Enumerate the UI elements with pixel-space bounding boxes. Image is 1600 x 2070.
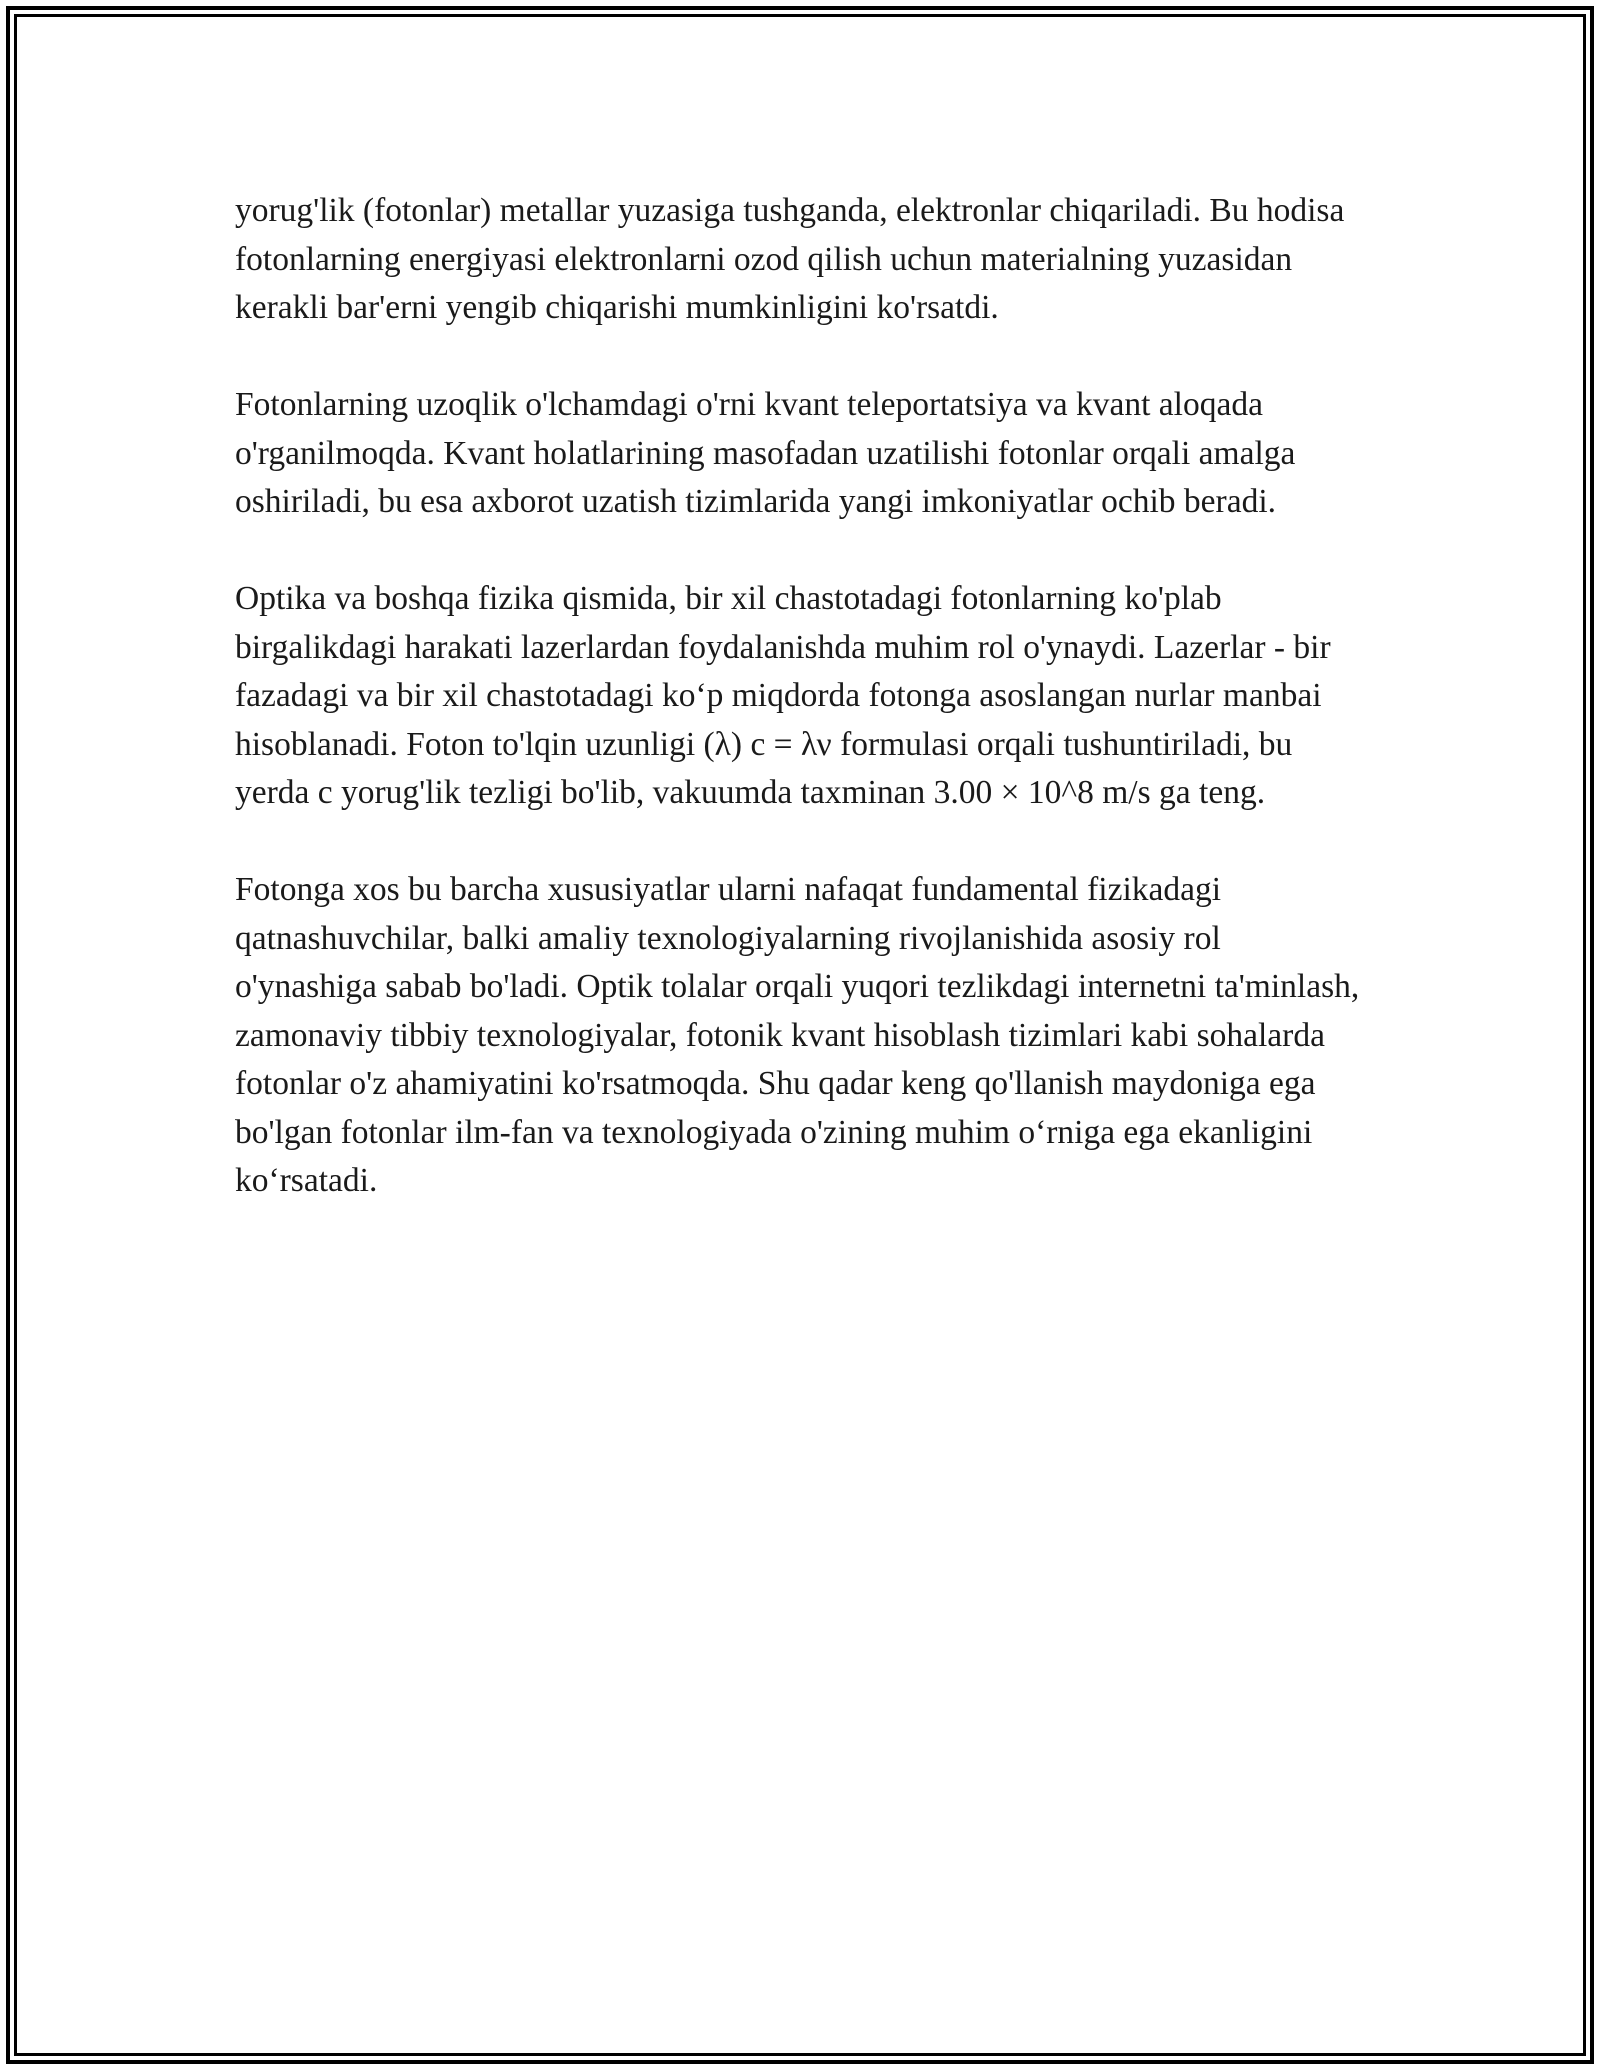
- document-body: [235, 187, 1370, 1254]
- paragraph-photoelectric: yorug'lik (fotonlar) metallar yuzasiga tushganda, elektronlar chiqariladi. Bu hodisa fotonlarning energiyasi elektronlarni ozod qilish uchun materialning yuzasidan kerakli bar'erni yengib chiqarishi mumkinligini ko'rsatdi.: [235, 192, 1345, 326]
- paragraph-lasers: Optika va boshqa fizika qismida, bir xil chastotadagi fotonlarning ko'plab birgalikdagi harakati lazerlardan foydalanishda muhim rol o'ynaydi. Lazerlar - bir fazadagi va bir xil chastotadagi ko‘p miqdorda fotonga asoslangan nurlar manbai hisoblanadi. Foton to'lqin uzunligi (λ) c = λν formulasi orqali tushuntiriladi, bu yerda c yorug'lik tezligi bo'lib, vakuumda taxminan 3.00 × 10^8 m/s ga teng.: [235, 580, 1331, 811]
- paragraph-quantum-teleportation: Fotonlarning uzoqlik o'lchamdagi o'rni kvant teleportatsiya va kvant aloqada o'rganilmoqda. Kvant holatlarining masofadan uzatilishi fotonlar orqali amalga oshiriladi, bu esa axborot uzatish tizimlarida yangi imkoniyatlar ochib beradi.: [235, 386, 1296, 520]
- paragraph-applications: Fotonga xos bu barcha xususiyatlar ularni nafaqat fundamental fizikadagi qatnashuvchilar, balki amaliy texnologiyalarning rivojlanishida asosiy rol o'ynashiga sabab bo'ladi. Optik tolalar orqali yuqori tezlikdagi internetni ta'minlash, zamonaviy tibbiy texnologiyalar, fotonik kvant hisoblash tizimlari kabi sohalarda fotonlar o'z ahamiyatini ko'rsatmoqda. Shu qadar keng qo'llanish maydoniga ega bo'lgan fotonlar ilm-fan va texnologiyada o'zining muhim o‘rniga ega ekanligini ko‘rsatadi.: [235, 871, 1360, 1199]
